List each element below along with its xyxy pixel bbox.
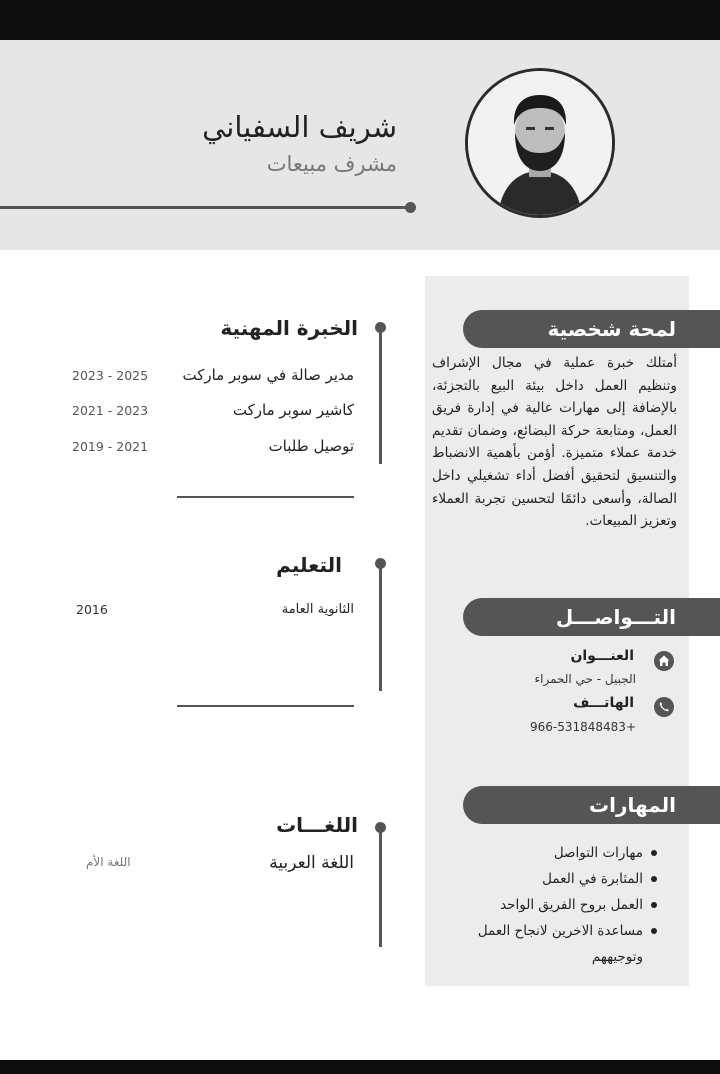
education-year: 2016 (76, 602, 108, 617)
education-divider (177, 705, 354, 707)
languages-timeline-line (379, 827, 382, 947)
person-name: شريف السفياني (202, 110, 397, 144)
skill-item: مساعدة الاخرين لانجاح العمل وتوجيههم (440, 918, 657, 970)
language-name: اللغة العربية (269, 853, 354, 873)
home-icon (654, 651, 674, 671)
top-bar (0, 0, 720, 40)
experience-role: كاشير سوبر ماركت (232, 401, 354, 419)
education-section-heading: التعليم (276, 553, 342, 577)
phone-label: الهاتـــف (573, 695, 634, 711)
contact-section-heading: التـــواصـــل (463, 598, 720, 636)
profile-summary: أمتلك خبرة عملية في مجال الإشراف وتنظيم العمل داخل بيئة البيع بالتجزئة، بالإضافة إلى مهارات عالية في إدارة فريق العمل، ومتابعة حركة البضائع، وضمان تقديم خدمة عملاء متميزة. أؤمن بأهمية الانضباط والتنسيق لتحقيق أفضل أداء تشغيلي داخل الصالة، وأسعى دائمًا لتحسين تجربة العملاء وتعزيز المبيعات. (432, 355, 677, 530)
skill-item: العمل بروح الفريق الواحد (440, 892, 657, 918)
education-timeline-line (379, 563, 382, 691)
experience-divider (177, 496, 354, 498)
experience-role: مدير صالة في سوبر ماركت (182, 366, 354, 384)
header-divider-dot (405, 202, 416, 213)
job-title: مشرف مبيعات (266, 152, 397, 176)
header-divider (0, 206, 410, 209)
skills-list (440, 840, 657, 970)
skill-item: المثابرة في العمل (440, 866, 657, 892)
phone-icon (654, 697, 674, 717)
skills-section-heading: المهارات (463, 786, 720, 824)
phone-value: +966-531848483 (529, 720, 636, 734)
address-value: الجبيل - حي الحمراء (534, 672, 636, 686)
languages-section-heading: اللغـــات (276, 813, 358, 837)
language-level: اللغة الأم (86, 855, 131, 869)
experience-timeline-line (379, 327, 382, 464)
experience-dates: 2019 - 2021 (72, 439, 149, 454)
profile-photo (465, 68, 615, 218)
experience-dates: 2021 - 2023 (72, 403, 149, 418)
experience-dates: 2023 - 2025 (72, 368, 149, 383)
person-portrait (468, 71, 612, 215)
experience-section-heading: الخبرة المهنية (220, 316, 358, 340)
profile-section-heading: لمحة شخصية (463, 310, 720, 348)
bottom-bar (0, 1060, 720, 1074)
skill-item: مهارات التواصل (440, 840, 657, 866)
experience-role: توصيل طلبات (268, 437, 354, 455)
education-degree: الثانوية العامة (281, 602, 354, 617)
address-label: العنـــوان (570, 648, 634, 664)
